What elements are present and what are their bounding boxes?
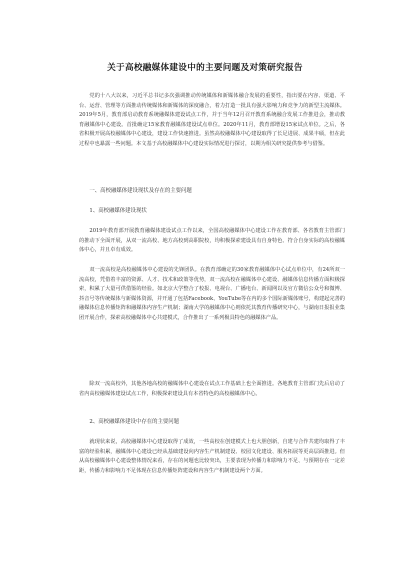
sub1-heading: 1、高校融媒体建设现状 — [89, 208, 147, 214]
sub2-paragraph-1: 就现状来说，高校融媒体中心建设取得了成效，一些高校在创建模式上也大胆创新，自建与合作共建均取得了丰富的经验积累，融媒体中心建设已经从基础建设向内容生产机制建设、校园文化建设、服务拓展等更高层面推进。但从高校融媒体中心建设整体情况来看，存在的问题也比较突出，主要表现为传播力和影响力不足、与预期存在一定差距，传播力和影响力不足体现在信息传播矩阵建设和内容生产机制建设两个方面。 — [79, 439, 345, 474]
section1-heading-block — [79, 187, 345, 197]
intro-paragraph: 党的十八大以来，习近平总书记多次强调推动传统媒体和新媒体融合发展的重要性，指出要在内容、渠道、平台、运营、管理等方面推动传统媒体和新媒体的深度融合，着力打造一批具有强大影响力和竞争力的新型主流媒体。2019年5月，教育部启动教育系统融媒体建设试点工作，并于当年12月召开教育系统融合发展工作推进会，推动教育融媒体中心建设。首批确定15家教育融媒体建设试点单位。2020年11月，教育部增设15家试点单位。之后，各省积极开展高校融媒体中心建设，建设工作快速推进。虽然高校融媒体中心建设取得了长足进展、成果丰硕，但在此过程中也暴露一些问题。本文基于高校融媒体中心建设实际情况进行探讨，以期为相关研究提供参考与借鉴。 — [79, 93, 345, 147]
sub1-p2-block — [79, 266, 345, 324]
section1-heading: 一、高校融媒体建设现状及存在的主要问题 — [89, 188, 192, 194]
sub1-p3-block — [79, 380, 345, 399]
sub1-paragraph-2: 双一流高校是高校融媒体中心建设的先锋团队。在教育部确定的30家教育融媒体中心试点单位中，有24所双一流高校，凭借着丰富的资源、人才、技术和政策等优势，双一流高校在融媒体中心建设、融媒体信息传播方面积极探索，积累了大量可供借鉴的经验。如北京大学整合了校报、电视台、广播电台、新闻网以及官方微信公众号和微博、抖音号等传统媒体与新媒体资源，并开通了包括Facebook、YouTube等在内的多个国际新媒体账号，构建起完善的融媒体信息传播矩阵和融媒体内容生产机制；湖南大学的融媒体中心则依托其教育传播研究中心，与湖南日报报业集团开展合作，探索高校融媒体中心共建模式，合作推出了一系列极具特色的融媒体产品。 — [79, 267, 345, 321]
sub2-p1-block — [79, 438, 345, 476]
intro-block — [79, 92, 345, 150]
sub1-heading-block — [79, 207, 345, 217]
document-title: 关于高校融媒体建设中的主要问题及对策研究报告 — [107, 63, 303, 73]
sub2-heading-block — [79, 418, 345, 428]
sub2-heading: 2、高校融媒体建设中存在的主要问题 — [89, 419, 180, 425]
sub1-paragraph-3: 除双一流高校外，其他各地高校的融媒体中心建设在试点工作基础上也全面推进。各地教育主管部门先后启动了省内高校融媒体建设试点工作，积极探索建设具有本省特色的高校融媒体中心。 — [79, 381, 345, 397]
sub1-paragraph-1: 2019年教育部开展教育融媒体建设试点工作以来，全国高校融媒体中心建设工作在教育部、各省教育主管部门的推动下全面开展，从双一流高校、地方高校到高职院校，均积极探索建设具有自身特色、符合自身实际的高校融媒体中心，并且卓有成效。 — [79, 228, 345, 254]
sub1-p1-block — [79, 227, 345, 256]
